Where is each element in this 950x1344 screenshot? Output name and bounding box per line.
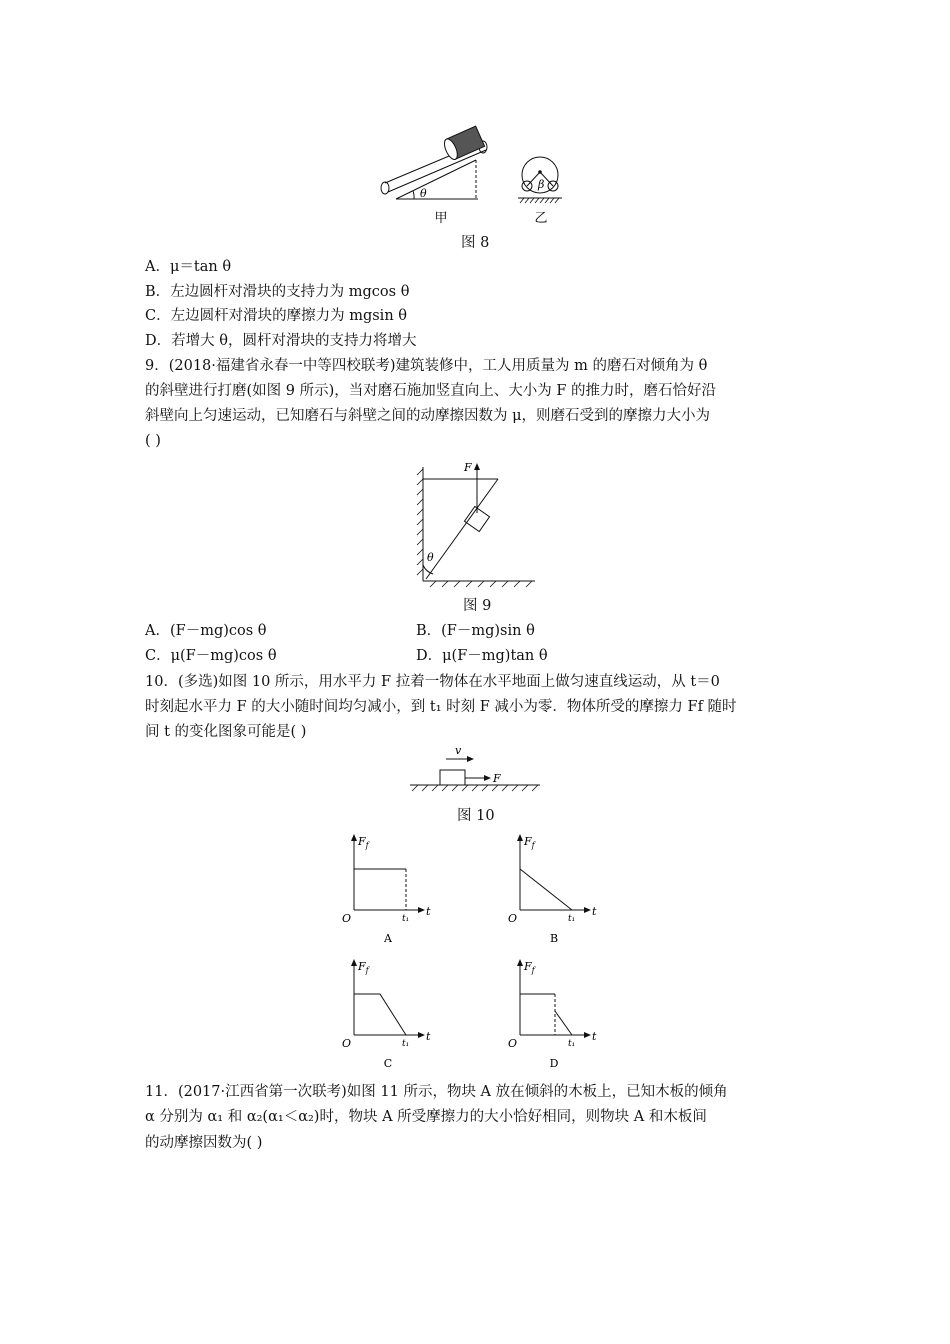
- q8-option-b: B．左边圆杆对滑块的支持力为 mgcos θ: [145, 284, 410, 300]
- graph-a-y-label: $F_f$: [358, 835, 369, 850]
- graph-b-curve: [520, 869, 572, 910]
- q9-option-d: D．μ(F－mg)tan θ: [416, 648, 548, 664]
- fig8-beta: β: [538, 178, 545, 191]
- q9-line-4: ( ): [145, 433, 161, 449]
- graph-d-t1-label: t₁: [568, 1039, 576, 1049]
- graph-a-x-label: t: [426, 905, 431, 918]
- fig8-label-yi: 乙: [534, 211, 548, 226]
- figure-8-left-diagram: [381, 126, 487, 200]
- graph-b-y-label: $F_f$: [524, 835, 535, 850]
- q9-line-1: 9．(2018·福建省永春一中等四校联考)建筑装修中，工人用质量为 m 的磨石对倾角为 θ: [145, 358, 708, 374]
- figure-8-right-diagram: [518, 157, 562, 203]
- graph-c-x-label: t: [426, 1030, 431, 1043]
- graph-c-curve: [354, 994, 406, 1035]
- graph-d-x-label: t: [592, 1030, 597, 1043]
- q8-option-d: D．若增大 θ，圆杆对滑块的支持力将增大: [145, 333, 417, 349]
- q8-option-a: A．μ＝tan θ: [145, 259, 232, 275]
- fig10-v-label: v: [455, 744, 462, 757]
- q11-line-2: α 分别为 α₁ 和 α₂(α₁＜α₂)时，物块 A 所受摩擦力的大小恰好相同，则物块 A 和木板间: [145, 1109, 707, 1125]
- graph-a-origin: O: [342, 912, 352, 925]
- fig8-label-jia: 甲: [434, 211, 448, 226]
- fig8-theta: θ: [420, 187, 427, 200]
- graph-a-label: A: [384, 932, 392, 945]
- fig9-theta: θ: [427, 551, 434, 564]
- graph-d-curve-slope: [555, 1011, 572, 1035]
- q11-line-1: 11．(2017·江西省第一次联考)如图 11 所示，物块 A 放在倾斜的木板上，已知木板的倾角: [145, 1084, 728, 1100]
- graph-d-origin: O: [508, 1037, 518, 1050]
- fig9-caption: 图 9: [463, 598, 492, 614]
- q10-line-1: 10．(多选)如图 10 所示，用水平力 F 拉着一物体在水平地面上做匀速直线运动，从 t＝0: [145, 674, 720, 690]
- q9-line-3: 斜壁向上匀速运动，已知磨石与斜壁之间的动摩擦因数为 μ，则磨石受到的摩擦力大小为: [145, 408, 711, 424]
- graph-c-label: C: [383, 1057, 393, 1070]
- graphs: [0, 825, 950, 1085]
- graph-c-t1-label: t₁: [402, 1039, 410, 1049]
- graph-b-origin: O: [508, 912, 518, 925]
- q10-line-2: 时刻起水平力 F 的大小随时间均匀减小，到 t₁ 时刻 F 减小为零．物体所受的摩擦力 Ff 随时: [145, 699, 737, 715]
- graph-d-label: D: [549, 1057, 559, 1070]
- figure-9: [0, 455, 950, 595]
- graph-a-t1-label: t₁: [402, 914, 410, 924]
- q8-option-c: C．左边圆杆对滑块的摩擦力为 mgsin θ: [145, 308, 407, 324]
- graph-b-label: B: [549, 932, 559, 945]
- fig10-F-label: F: [493, 772, 501, 785]
- q11-line-3: 的动摩擦因数为( ): [145, 1135, 263, 1151]
- graph-c-y-label: $F_f$: [358, 960, 369, 975]
- fig10-caption: 图 10: [457, 808, 495, 824]
- graph-d-y-label: $F_f$: [524, 960, 535, 975]
- fig8-caption: 图 8: [461, 235, 490, 251]
- graph-b-x-label: t: [592, 905, 597, 918]
- q9-option-b: B．(F－mg)sin θ: [416, 623, 535, 639]
- fig9-force-label: F: [464, 461, 472, 474]
- q10-line-3: 间 t 的变化图象可能是( ): [145, 724, 307, 740]
- q9-line-2: 的斜壁进行打磨(如图 9 所示)，当对磨石施加竖直向上、大小为 F 的推力时，磨石恰好沿: [145, 383, 717, 399]
- figure-8: [0, 0, 950, 240]
- q9-option-a: A．(F－mg)cos θ: [145, 623, 267, 639]
- graph-c-origin: O: [342, 1037, 352, 1050]
- q9-option-c: C．μ(F－mg)cos θ: [145, 648, 277, 664]
- graph-b-t1-label: t₁: [568, 914, 576, 924]
